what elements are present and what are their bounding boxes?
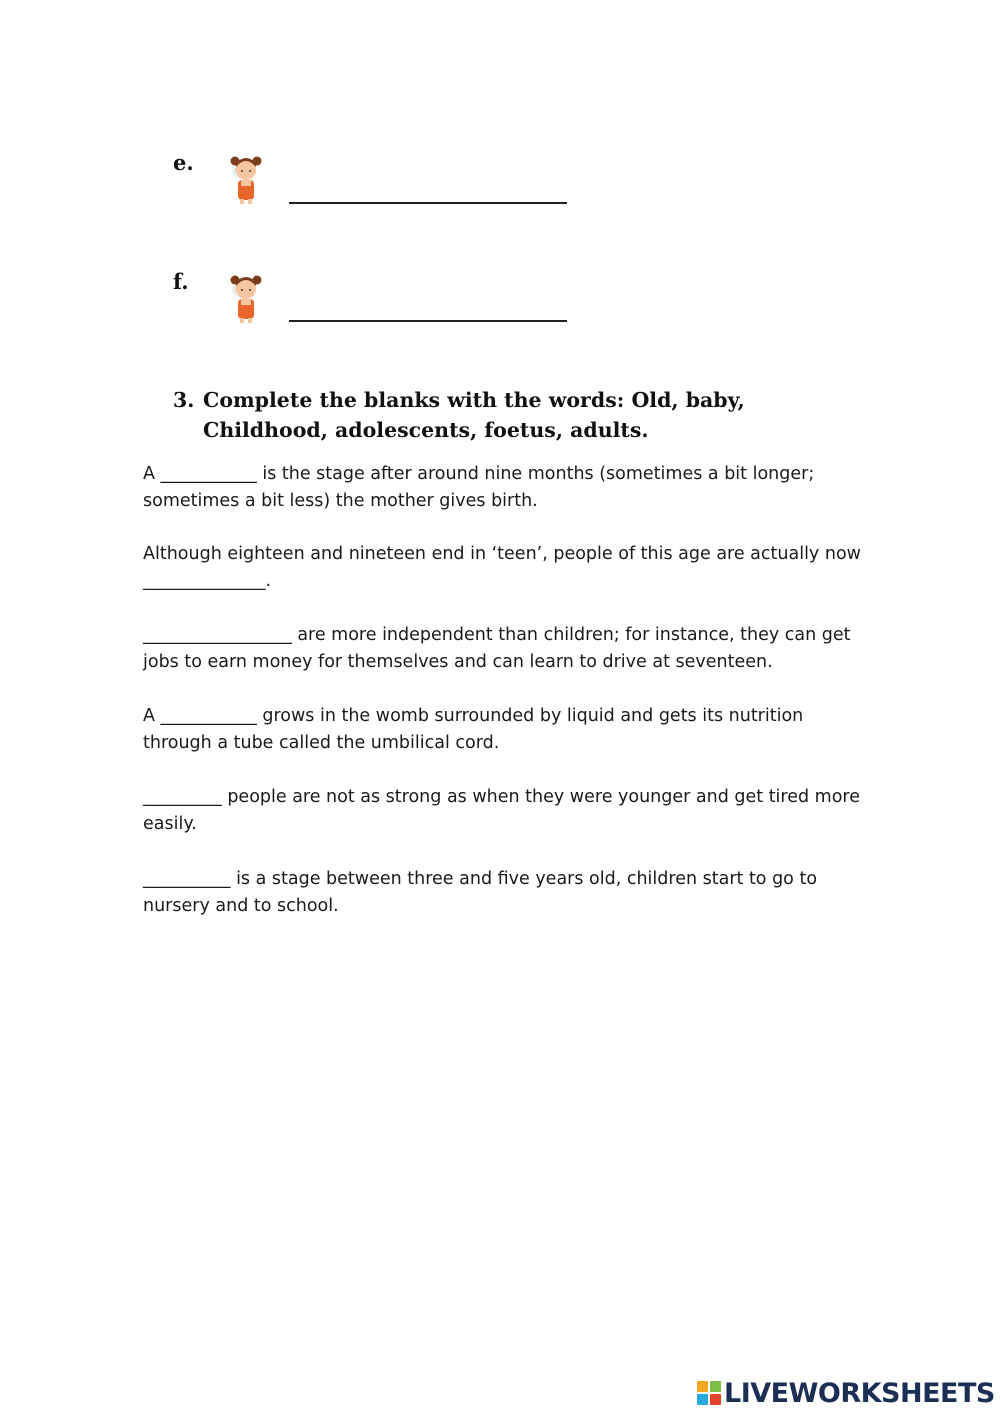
sentence-foetus: A ___________ grows in the womb surrounded by liquid and gets its nutrition through a tube called the umbilical cord. [143, 706, 809, 753]
question-heading [173, 385, 863, 445]
logo-text: LIVEWORKSHEETS [724, 1377, 995, 1409]
item-letter: f. [173, 269, 189, 294]
logo-mark-icon [697, 1381, 721, 1405]
sentence-old: _________ people are not as strong as when they were younger and get tired more easily. [143, 787, 866, 834]
answer-line[interactable] [289, 202, 567, 204]
item-letter: e. [173, 150, 194, 175]
sentence-adults: Although eighteen and nineteen end in ‘teen’, people of this age are actually now ______________. [143, 544, 867, 591]
girl-icon [226, 153, 268, 205]
girl-icon [226, 272, 268, 324]
sentence-adolescents: _________________ are more independent than children; for instance, they can get jobs to earn money for themselves and can learn to drive at seventeen. [143, 625, 857, 672]
answer-line[interactable] [289, 320, 567, 322]
sentence-baby: A ___________ is the stage after around nine months (sometimes a bit longer; sometimes a bit less) the mother gives birth. [143, 464, 820, 511]
question-number: 3. [173, 388, 195, 412]
question-text: Complete the blanks with the words: Old, baby, Childhood, adolescents, foetus, adults. [203, 388, 745, 442]
sentence-childhood: __________ is a stage between three and five years old, children start to go to nursery and to school. [143, 869, 823, 916]
liveworksheets-logo [697, 1377, 995, 1409]
